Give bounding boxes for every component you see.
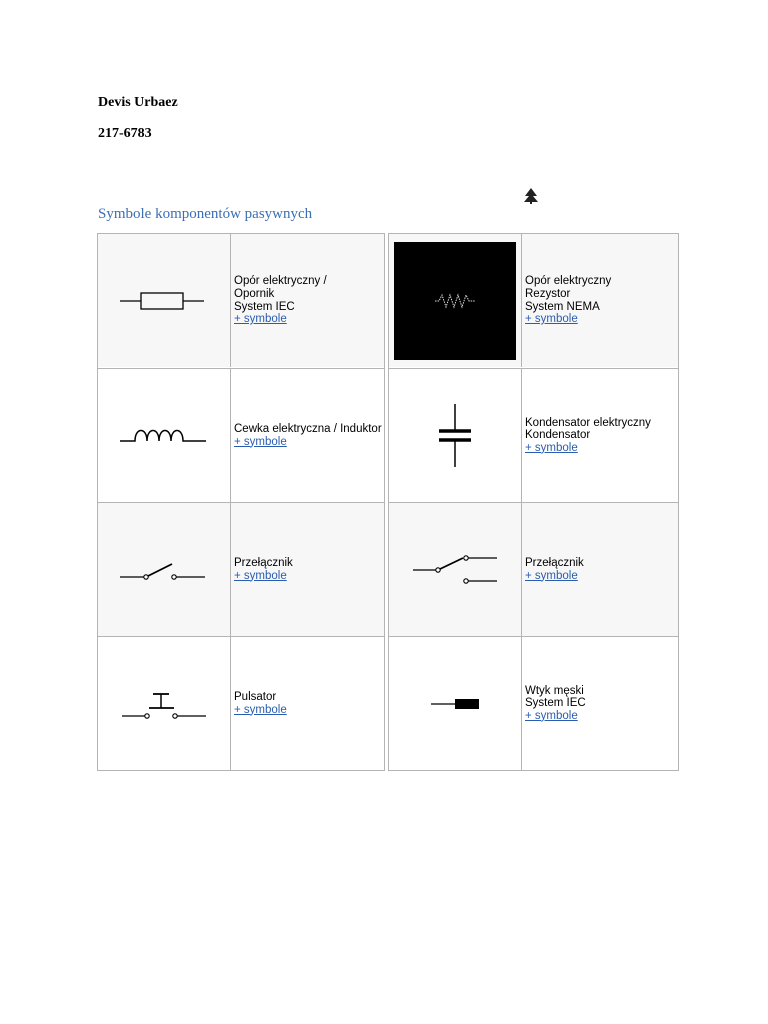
left-symbol-column [97, 233, 385, 771]
table-row [389, 368, 678, 502]
more-symbols-link[interactable]: + symbole [234, 313, 287, 326]
up-arrow-icon[interactable] [522, 187, 540, 205]
description-line: Opornik [234, 287, 275, 300]
symbol-table [97, 233, 679, 771]
description-cell [231, 234, 384, 367]
symbol-thumbnail [394, 242, 516, 360]
male-plug-icon [425, 694, 485, 714]
description-line: Kondensator elektryczny [525, 416, 651, 429]
description-line: System IEC [234, 300, 295, 313]
right-symbol-column [388, 233, 679, 771]
table-row [98, 502, 384, 636]
description-line: Opór elektryczny [525, 275, 612, 288]
more-symbols-link[interactable]: + symbole [525, 313, 578, 326]
description-cell [231, 637, 384, 770]
resistor-iec-icon [114, 286, 214, 316]
pushbutton-icon [114, 684, 214, 724]
description-line: System NEMA [525, 300, 600, 313]
more-symbols-link[interactable]: + symbole [234, 703, 287, 716]
description-line: Pulsator [234, 690, 277, 703]
description-cell [522, 369, 678, 502]
description-line: Cewka elektryczna / Induktor [234, 422, 382, 435]
description-cell [231, 369, 384, 502]
table-row [389, 234, 678, 367]
description-cell [522, 503, 678, 636]
description-line: Przełącznik [234, 556, 293, 569]
switch-spdt-icon [405, 550, 505, 590]
inductor-icon [114, 421, 214, 451]
description-cell [522, 637, 678, 770]
description-line: Rezystor [525, 287, 571, 300]
symbol-cell [98, 234, 231, 367]
switch-spst-icon [114, 555, 214, 585]
symbol-cell [389, 637, 522, 770]
symbol-cell [98, 503, 231, 636]
table-row [389, 636, 678, 770]
symbol-cell [98, 637, 231, 770]
author-name: Devis Urbaez [98, 95, 178, 110]
table-row [98, 234, 384, 367]
more-symbols-link[interactable]: + symbole [234, 569, 287, 582]
description-line: Opór elektryczny / [234, 275, 327, 288]
more-symbols-link[interactable]: + symbole [525, 441, 578, 454]
symbol-cell [389, 369, 522, 502]
description-line: Kondensator [525, 429, 591, 442]
description-line: Przełącznik [525, 556, 584, 569]
symbol-cell [389, 234, 522, 367]
more-symbols-link[interactable]: + symbole [234, 435, 287, 448]
symbol-cell [389, 503, 522, 636]
phone-number: 217-6783 [98, 126, 152, 141]
table-row [389, 502, 678, 636]
description-cell [522, 234, 678, 367]
description-cell [231, 503, 384, 636]
table-row [98, 636, 384, 770]
capacitor-icon [425, 401, 485, 471]
description-line: Wtyk męski [525, 684, 584, 697]
description-line: System IEC [525, 697, 586, 710]
table-row [98, 368, 384, 502]
resistor-nema-icon [433, 291, 477, 311]
section-title: Symbole komponentów pasywnych [98, 206, 313, 222]
more-symbols-link[interactable]: + symbole [525, 569, 578, 582]
more-symbols-link[interactable]: + symbole [525, 709, 578, 722]
symbol-cell [98, 369, 231, 502]
